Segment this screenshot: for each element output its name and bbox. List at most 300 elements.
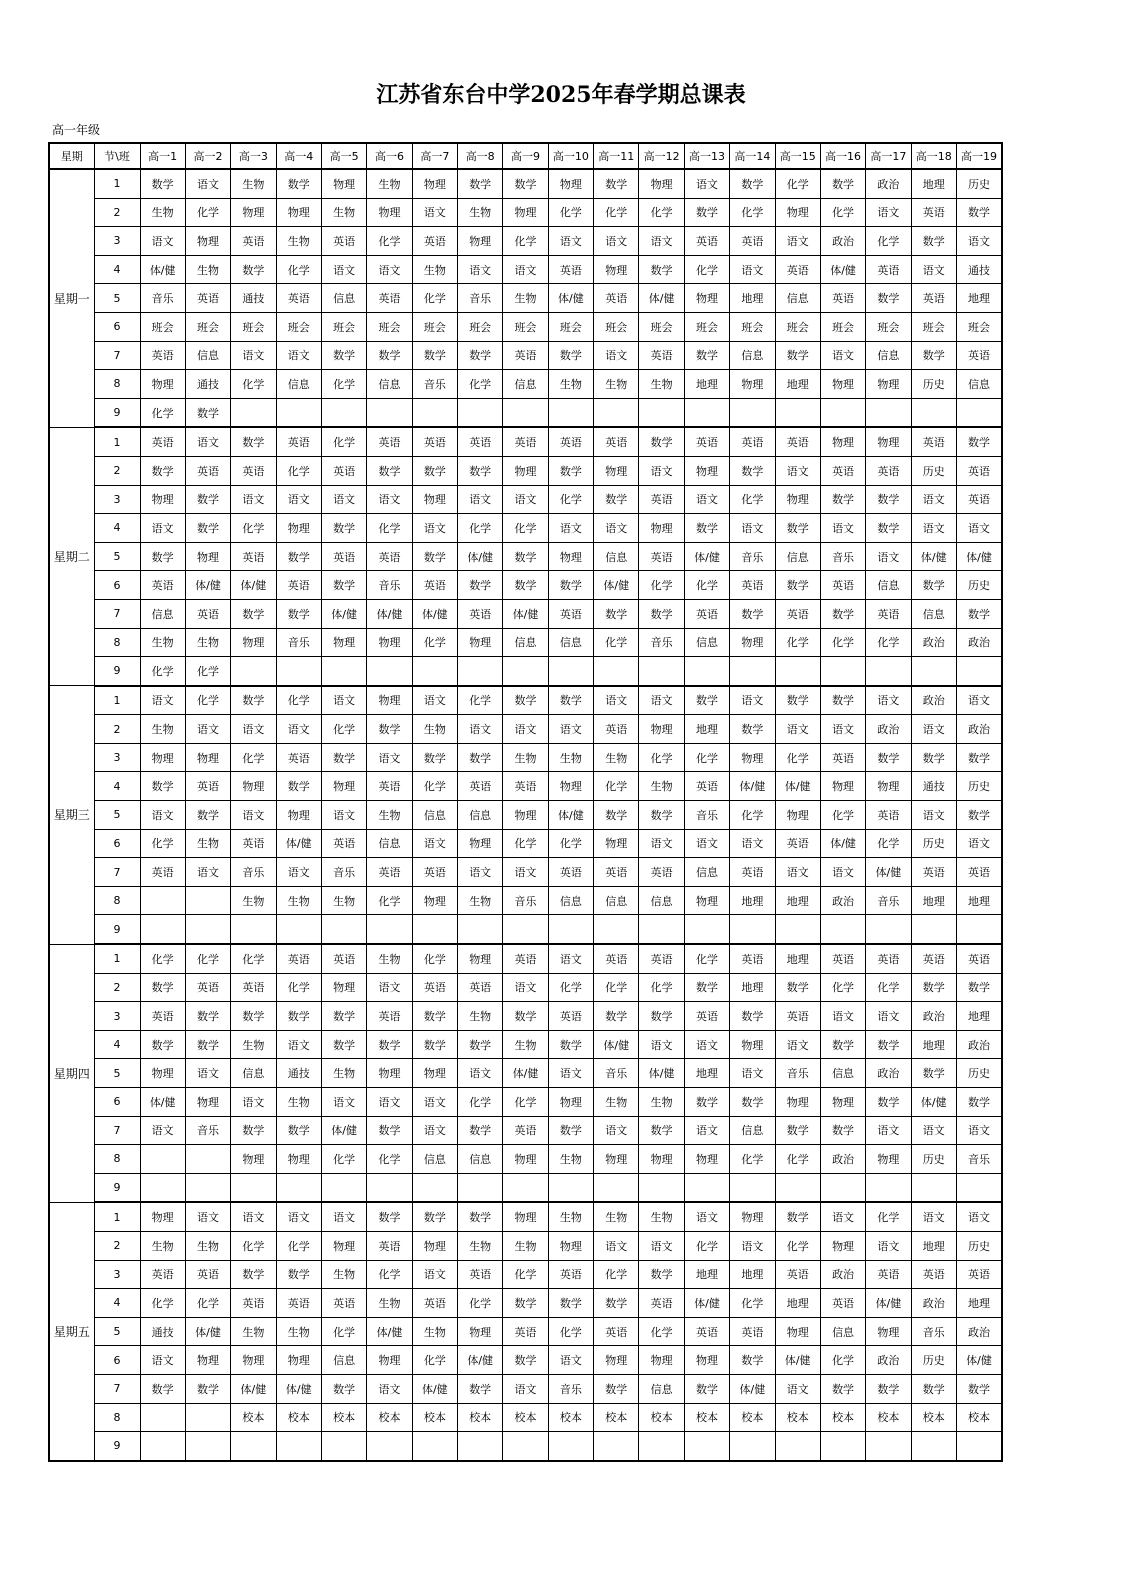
subject-cell: 生物 <box>140 1231 185 1260</box>
subject-cell: 数学 <box>956 743 1002 772</box>
class-header: 高一1 <box>140 143 185 169</box>
table-row <box>49 255 1002 284</box>
subject-cell: 班会 <box>866 312 911 341</box>
subject-cell: 数学 <box>730 1346 775 1375</box>
subject-cell: 化学 <box>730 485 775 514</box>
subject-cell: 物理 <box>639 169 684 198</box>
subject-cell: 英语 <box>321 227 366 256</box>
subject-cell: 通技 <box>911 772 956 801</box>
subject-cell: 数学 <box>140 1374 185 1403</box>
subject-cell: 化学 <box>458 1088 503 1117</box>
subject-cell: 数学 <box>458 169 503 198</box>
subject-cell: 语文 <box>367 1374 412 1403</box>
subject-cell: 英语 <box>594 427 639 456</box>
subject-cell: 物理 <box>594 829 639 858</box>
subject-cell: 生物 <box>503 743 548 772</box>
subject-cell: 数学 <box>503 571 548 600</box>
subject-cell: 化学 <box>276 686 321 715</box>
table-row <box>49 1059 1002 1088</box>
subject-cell <box>185 1432 230 1461</box>
subject-cell: 信息 <box>684 628 729 657</box>
subject-cell: 化学 <box>730 801 775 830</box>
subject-cell: 语文 <box>412 198 457 227</box>
subject-cell: 历史 <box>956 571 1002 600</box>
subject-cell: 语文 <box>820 1202 865 1231</box>
subject-cell: 体/健 <box>730 772 775 801</box>
subject-cell: 语文 <box>321 1202 366 1231</box>
subject-cell: 班会 <box>820 312 865 341</box>
subject-cell: 物理 <box>820 1231 865 1260</box>
subject-cell: 语文 <box>185 427 230 456</box>
subject-cell: 英语 <box>820 944 865 973</box>
subject-cell: 化学 <box>185 686 230 715</box>
subject-cell: 物理 <box>820 370 865 399</box>
period-number: 3 <box>94 1260 140 1289</box>
subject-cell: 体/健 <box>684 542 729 571</box>
subject-cell: 物理 <box>594 255 639 284</box>
subject-cell <box>231 398 276 427</box>
header-row <box>49 143 1002 169</box>
subject-cell: 生物 <box>185 628 230 657</box>
subject-cell: 生物 <box>231 886 276 915</box>
subject-cell: 物理 <box>231 198 276 227</box>
subject-cell: 生物 <box>548 370 593 399</box>
subject-cell: 物理 <box>503 198 548 227</box>
subject-cell: 地理 <box>775 886 820 915</box>
table-row <box>49 312 1002 341</box>
subject-cell: 化学 <box>775 743 820 772</box>
subject-cell: 政治 <box>956 1030 1002 1059</box>
subject-cell: 地理 <box>684 715 729 744</box>
table-row <box>49 341 1002 370</box>
subject-cell: 物理 <box>276 1346 321 1375</box>
subject-cell <box>412 1173 457 1202</box>
subject-cell: 化学 <box>412 944 457 973</box>
subject-cell: 语文 <box>866 198 911 227</box>
subject-cell: 化学 <box>866 628 911 657</box>
subject-cell: 语文 <box>231 485 276 514</box>
subject-cell: 英语 <box>367 1231 412 1260</box>
subject-cell: 语文 <box>820 715 865 744</box>
subject-cell: 英语 <box>866 1260 911 1289</box>
period-number: 8 <box>94 1145 140 1174</box>
subject-cell <box>185 1173 230 1202</box>
subject-cell: 物理 <box>594 1346 639 1375</box>
subject-cell: 语文 <box>367 1088 412 1117</box>
subject-cell: 化学 <box>321 1145 366 1174</box>
table-row <box>49 801 1002 830</box>
subject-cell: 物理 <box>140 1202 185 1231</box>
table-row <box>49 944 1002 973</box>
subject-cell: 体/健 <box>276 829 321 858</box>
subject-cell: 生物 <box>548 1145 593 1174</box>
subject-cell: 生物 <box>140 198 185 227</box>
subject-cell: 体/健 <box>866 1289 911 1318</box>
subject-cell: 英语 <box>684 772 729 801</box>
day-label: 星期五 <box>49 1202 94 1460</box>
subject-cell <box>367 398 412 427</box>
subject-cell: 体/健 <box>956 1346 1002 1375</box>
table-row <box>49 1116 1002 1145</box>
subject-cell: 物理 <box>503 1202 548 1231</box>
subject-cell: 数学 <box>503 1002 548 1031</box>
subject-cell: 班会 <box>412 312 457 341</box>
subject-cell: 数学 <box>956 198 1002 227</box>
subject-cell: 英语 <box>140 427 185 456</box>
subject-cell: 数学 <box>503 542 548 571</box>
subject-cell: 英语 <box>684 227 729 256</box>
subject-cell: 体/健 <box>866 858 911 887</box>
subject-cell: 化学 <box>639 743 684 772</box>
table-row <box>49 514 1002 543</box>
subject-cell: 地理 <box>956 1002 1002 1031</box>
subject-cell: 音乐 <box>775 1059 820 1088</box>
subject-cell: 化学 <box>866 1202 911 1231</box>
table-row <box>49 886 1002 915</box>
subject-cell <box>639 398 684 427</box>
subject-cell: 物理 <box>140 743 185 772</box>
subject-cell: 英语 <box>458 1260 503 1289</box>
subject-cell <box>231 1432 276 1461</box>
subject-cell: 物理 <box>730 743 775 772</box>
subject-cell: 政治 <box>956 715 1002 744</box>
subject-cell: 校本 <box>594 1403 639 1432</box>
subject-cell: 英语 <box>684 599 729 628</box>
subject-cell: 数学 <box>911 341 956 370</box>
subject-cell: 英语 <box>639 341 684 370</box>
table-row <box>49 915 1002 944</box>
subject-cell: 政治 <box>911 628 956 657</box>
subject-cell: 生物 <box>367 1289 412 1318</box>
subject-cell: 物理 <box>548 1231 593 1260</box>
subject-cell: 信息 <box>412 801 457 830</box>
subject-cell: 语文 <box>458 715 503 744</box>
table-row <box>49 542 1002 571</box>
subject-cell: 数学 <box>367 456 412 485</box>
subject-cell: 化学 <box>458 686 503 715</box>
subject-cell <box>231 1173 276 1202</box>
subject-cell: 物理 <box>321 772 366 801</box>
subject-cell: 化学 <box>548 485 593 514</box>
subject-cell: 数学 <box>503 1346 548 1375</box>
subject-cell: 物理 <box>866 1317 911 1346</box>
subject-cell: 信息 <box>730 1116 775 1145</box>
subject-cell: 化学 <box>140 829 185 858</box>
subject-cell: 数学 <box>458 341 503 370</box>
subject-cell: 数学 <box>911 1059 956 1088</box>
table-row <box>49 1432 1002 1461</box>
subject-cell: 生物 <box>639 772 684 801</box>
subject-cell: 物理 <box>594 456 639 485</box>
subject-cell: 数学 <box>956 1088 1002 1117</box>
subject-cell: 化学 <box>185 657 230 686</box>
subject-cell: 语文 <box>730 1059 775 1088</box>
subject-cell <box>911 657 956 686</box>
subject-cell: 英语 <box>276 944 321 973</box>
subject-cell: 数学 <box>367 341 412 370</box>
subject-cell: 体/健 <box>775 1346 820 1375</box>
subject-cell: 生物 <box>231 169 276 198</box>
subject-cell: 音乐 <box>684 801 729 830</box>
subject-cell: 通技 <box>231 284 276 313</box>
subject-cell: 生物 <box>321 1059 366 1088</box>
subject-cell: 地理 <box>911 169 956 198</box>
subject-cell: 政治 <box>911 686 956 715</box>
subject-cell: 英语 <box>321 829 366 858</box>
subject-cell: 英语 <box>321 1289 366 1318</box>
subject-cell: 语文 <box>503 858 548 887</box>
subject-cell: 数学 <box>412 1030 457 1059</box>
subject-cell: 英语 <box>730 944 775 973</box>
subject-cell: 英语 <box>775 255 820 284</box>
subject-cell: 数学 <box>412 1202 457 1231</box>
subject-cell: 英语 <box>775 1002 820 1031</box>
subject-cell: 音乐 <box>231 858 276 887</box>
subject-cell: 英语 <box>367 1002 412 1031</box>
subject-cell: 语文 <box>412 1260 457 1289</box>
period-number: 8 <box>94 628 140 657</box>
subject-cell: 物理 <box>231 772 276 801</box>
subject-cell: 化学 <box>866 227 911 256</box>
subject-cell: 语文 <box>231 801 276 830</box>
subject-cell: 语文 <box>367 973 412 1002</box>
subject-cell <box>956 1432 1002 1461</box>
subject-cell: 生物 <box>594 743 639 772</box>
subject-cell: 化学 <box>412 628 457 657</box>
subject-cell: 英语 <box>276 571 321 600</box>
subject-cell: 英语 <box>140 858 185 887</box>
subject-cell: 物理 <box>185 743 230 772</box>
subject-cell: 体/健 <box>820 829 865 858</box>
period-number: 2 <box>94 715 140 744</box>
subject-cell: 物理 <box>866 772 911 801</box>
subject-cell <box>639 657 684 686</box>
subject-cell: 化学 <box>412 1346 457 1375</box>
subject-cell <box>956 1173 1002 1202</box>
subject-cell: 物理 <box>503 801 548 830</box>
subject-cell: 通技 <box>956 255 1002 284</box>
subject-cell: 数学 <box>684 686 729 715</box>
period-number: 7 <box>94 1116 140 1145</box>
subject-cell: 语文 <box>231 715 276 744</box>
subject-cell: 体/健 <box>820 255 865 284</box>
subject-cell: 数学 <box>775 686 820 715</box>
subject-cell <box>684 657 729 686</box>
subject-cell: 英语 <box>231 542 276 571</box>
subject-cell <box>911 915 956 944</box>
subject-cell: 体/健 <box>594 1030 639 1059</box>
subject-cell: 音乐 <box>185 1116 230 1145</box>
subject-cell: 语文 <box>866 1002 911 1031</box>
subject-cell: 语文 <box>775 858 820 887</box>
subject-cell: 语文 <box>639 227 684 256</box>
subject-cell: 化学 <box>367 1145 412 1174</box>
subject-cell: 班会 <box>684 312 729 341</box>
subject-cell <box>276 1432 321 1461</box>
subject-cell: 信息 <box>458 801 503 830</box>
subject-cell: 数学 <box>367 1202 412 1231</box>
subject-cell: 地理 <box>911 886 956 915</box>
subject-cell: 语文 <box>639 686 684 715</box>
subject-cell: 体/健 <box>730 1374 775 1403</box>
subject-cell: 数学 <box>185 801 230 830</box>
subject-cell: 语文 <box>684 1116 729 1145</box>
subject-cell <box>276 1173 321 1202</box>
subject-cell: 数学 <box>866 485 911 514</box>
subject-cell: 生物 <box>594 1088 639 1117</box>
subject-cell: 生物 <box>503 1231 548 1260</box>
subject-cell: 通技 <box>185 370 230 399</box>
subject-cell: 英语 <box>185 973 230 1002</box>
period-number: 2 <box>94 973 140 1002</box>
subject-cell: 数学 <box>866 284 911 313</box>
subject-cell: 校本 <box>911 1403 956 1432</box>
subject-cell: 化学 <box>140 657 185 686</box>
subject-cell: 校本 <box>231 1403 276 1432</box>
subject-cell: 地理 <box>956 284 1002 313</box>
subject-cell: 数学 <box>730 1002 775 1031</box>
subject-cell: 数学 <box>548 571 593 600</box>
subject-cell: 英语 <box>140 1002 185 1031</box>
table-row <box>49 485 1002 514</box>
subject-cell: 班会 <box>775 312 820 341</box>
class-header: 高一8 <box>458 143 503 169</box>
subject-cell: 化学 <box>276 1231 321 1260</box>
subject-cell: 物理 <box>548 772 593 801</box>
subject-cell: 语文 <box>140 1346 185 1375</box>
subject-cell: 数学 <box>820 599 865 628</box>
subject-cell: 数学 <box>458 456 503 485</box>
subject-cell: 物理 <box>185 542 230 571</box>
subject-cell: 物理 <box>730 1202 775 1231</box>
period-number: 1 <box>94 686 140 715</box>
subject-cell: 英语 <box>684 427 729 456</box>
subject-cell: 数学 <box>548 1030 593 1059</box>
subject-cell: 数学 <box>866 1088 911 1117</box>
table-row <box>49 1030 1002 1059</box>
subject-cell: 英语 <box>866 944 911 973</box>
period-number: 8 <box>94 370 140 399</box>
subject-cell: 语文 <box>775 715 820 744</box>
subject-cell: 数学 <box>412 456 457 485</box>
period-number: 7 <box>94 1374 140 1403</box>
subject-cell: 体/健 <box>684 1289 729 1318</box>
subject-cell: 语文 <box>185 858 230 887</box>
subject-cell: 班会 <box>140 312 185 341</box>
subject-cell: 语文 <box>185 715 230 744</box>
subject-cell: 化学 <box>639 973 684 1002</box>
table-row <box>49 398 1002 427</box>
subject-cell: 信息 <box>639 886 684 915</box>
subject-cell <box>775 398 820 427</box>
subject-cell: 数学 <box>956 1374 1002 1403</box>
subject-cell: 英语 <box>503 944 548 973</box>
subject-cell: 物理 <box>639 1346 684 1375</box>
subject-cell: 语文 <box>911 514 956 543</box>
subject-cell: 生物 <box>367 169 412 198</box>
subject-cell: 体/健 <box>321 1116 366 1145</box>
subject-cell <box>367 1173 412 1202</box>
subject-cell: 化学 <box>866 829 911 858</box>
subject-cell: 数学 <box>185 1030 230 1059</box>
subject-cell: 英语 <box>594 858 639 887</box>
subject-cell: 政治 <box>866 715 911 744</box>
subject-cell: 英语 <box>185 599 230 628</box>
subject-cell: 英语 <box>956 1260 1002 1289</box>
subject-cell: 英语 <box>639 1289 684 1318</box>
subject-cell: 英语 <box>231 456 276 485</box>
subject-cell <box>503 398 548 427</box>
period-number: 4 <box>94 772 140 801</box>
subject-cell: 语文 <box>594 1231 639 1260</box>
subject-cell: 化学 <box>594 1260 639 1289</box>
subject-cell: 生物 <box>458 1231 503 1260</box>
subject-cell: 英语 <box>548 1002 593 1031</box>
subject-cell: 化学 <box>548 1317 593 1346</box>
subject-cell <box>367 657 412 686</box>
subject-cell: 地理 <box>684 1260 729 1289</box>
subject-cell: 物理 <box>367 628 412 657</box>
period-number: 2 <box>94 1231 140 1260</box>
subject-cell: 物理 <box>412 169 457 198</box>
subject-cell: 数学 <box>231 599 276 628</box>
subject-cell: 班会 <box>639 312 684 341</box>
class-header: 高一9 <box>503 143 548 169</box>
subject-cell: 政治 <box>866 169 911 198</box>
subject-cell: 数学 <box>458 1374 503 1403</box>
subject-cell <box>503 915 548 944</box>
subject-cell: 数学 <box>594 1002 639 1031</box>
subject-cell: 数学 <box>639 427 684 456</box>
subject-cell <box>185 915 230 944</box>
subject-cell <box>367 1432 412 1461</box>
subject-cell: 语文 <box>548 944 593 973</box>
subject-cell: 体/健 <box>140 255 185 284</box>
subject-cell: 语文 <box>820 858 865 887</box>
subject-cell: 语文 <box>321 686 366 715</box>
subject-cell: 生物 <box>458 1002 503 1031</box>
subject-cell <box>548 657 593 686</box>
subject-cell: 英语 <box>820 1289 865 1318</box>
subject-cell: 物理 <box>775 1317 820 1346</box>
subject-cell: 英语 <box>820 571 865 600</box>
subject-cell: 地理 <box>684 370 729 399</box>
table-row <box>49 370 1002 399</box>
class-header: 高一3 <box>231 143 276 169</box>
subject-cell: 语文 <box>594 227 639 256</box>
subject-cell: 班会 <box>231 312 276 341</box>
subject-cell: 语文 <box>503 255 548 284</box>
subject-cell: 化学 <box>367 1260 412 1289</box>
subject-cell: 数学 <box>956 427 1002 456</box>
period-number: 5 <box>94 542 140 571</box>
subject-cell: 化学 <box>730 1145 775 1174</box>
subject-cell <box>594 398 639 427</box>
subject-cell: 语文 <box>231 1202 276 1231</box>
subject-cell: 英语 <box>911 427 956 456</box>
subject-cell: 化学 <box>412 772 457 801</box>
subject-cell: 物理 <box>185 227 230 256</box>
subject-cell: 历史 <box>911 829 956 858</box>
subject-cell: 英语 <box>276 427 321 456</box>
table-row <box>49 1202 1002 1231</box>
subject-cell: 化学 <box>548 198 593 227</box>
subject-cell: 英语 <box>548 599 593 628</box>
period-number: 7 <box>94 858 140 887</box>
subject-cell: 化学 <box>321 1317 366 1346</box>
table-row <box>49 1374 1002 1403</box>
subject-cell: 音乐 <box>866 886 911 915</box>
